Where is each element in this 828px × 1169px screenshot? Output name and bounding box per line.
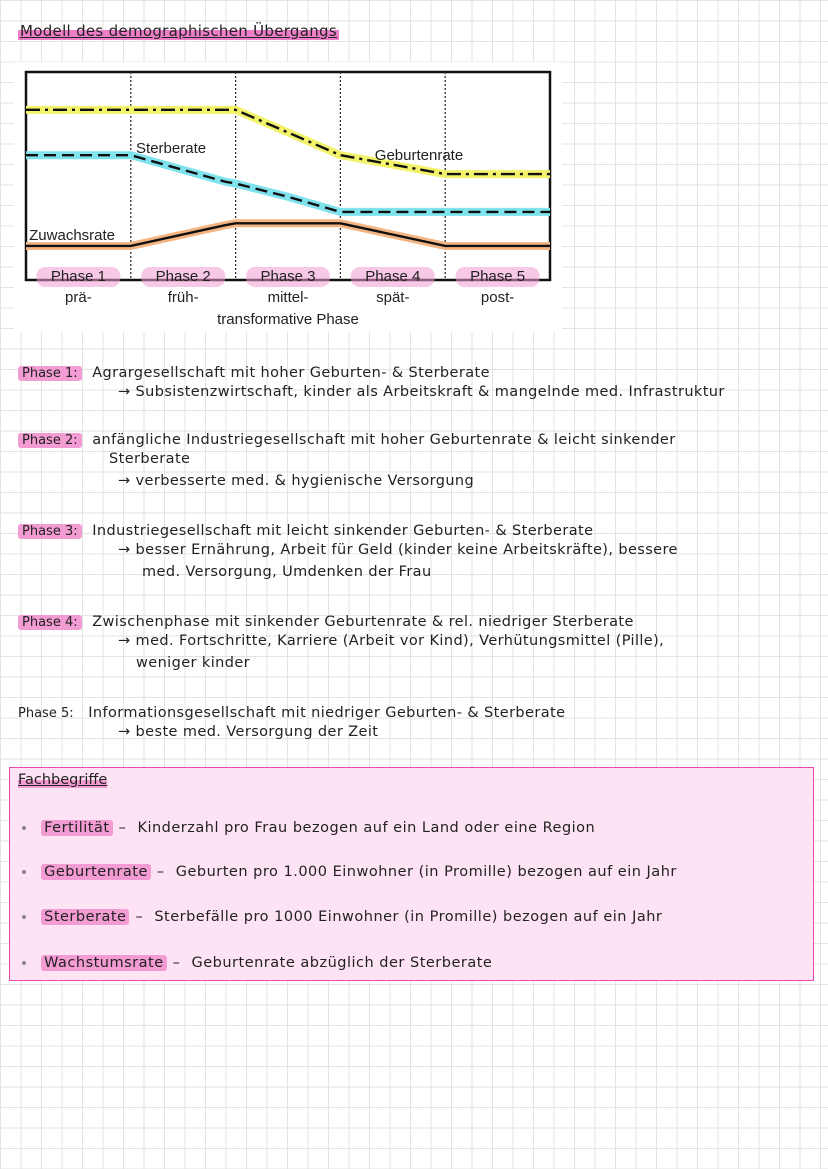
bullet-icon — [22, 826, 26, 830]
term-sterberate: Sterberate — [41, 909, 129, 925]
term-wachstumsrate: Wachstumsrate — [41, 955, 167, 971]
phase-tick-label: Phase 4 — [365, 267, 421, 285]
phase-3-description: Industriegesellschaft mit leicht sinkender Geburten- & Sterberate — [92, 523, 594, 539]
phase-sublabel: spät- — [376, 289, 410, 306]
glossary-box — [9, 767, 814, 981]
term-definition: Sterbefälle pro 1000 Einwohner (in Promille) bezogen auf ein Jahr — [154, 909, 663, 925]
bullet-icon — [22, 961, 26, 965]
phase-4-notes — [18, 614, 818, 674]
phase-2-label: Phase 2: — [18, 433, 82, 448]
bullet-icon — [22, 915, 26, 919]
term-fertilitaet: Fertilität — [41, 820, 112, 836]
phase-2-detail: → verbesserte med. & hygienische Versorgung — [118, 473, 475, 489]
phase-sublabel: mittel- — [267, 289, 309, 306]
phase-1-description: Agrargesellschaft mit hoher Geburten- & Sterberate — [92, 365, 490, 381]
phase-sublabel: post- — [480, 289, 515, 306]
x-axis-label: transformative Phase — [217, 311, 359, 328]
phase-sublabel: prä- — [65, 289, 92, 306]
phase-tick-label: Phase 3 — [260, 267, 316, 285]
page-title: Modell des demographischen Übergangs — [20, 22, 337, 40]
glossary-item: Fertilität – Kinderzahl pro Frau bezogen auf ein Land oder eine Region — [22, 820, 812, 836]
demographic-transition-chart — [14, 62, 562, 332]
phase-3-notes — [18, 523, 818, 583]
phase-5-description: Informationsgesellschaft mit niedriger Geburten- & Sterberate — [88, 705, 566, 721]
phase-3-detail: → besser Ernährung, Arbeit für Geld (kinder keine Arbeitskräfte), bessere — [118, 542, 678, 558]
phase-4-detail: → med. Fortschritte, Karriere (Arbeit vor Kind), Verhütungsmittel (Pille), — [118, 633, 665, 649]
phase-tick-label: Phase 5 — [470, 267, 526, 285]
term-definition: Kinderzahl pro Frau bezogen auf ein Land oder eine Region — [137, 820, 596, 836]
term-definition: Geburten pro 1.000 Einwohner (in Promille) bezogen auf ein Jahr — [175, 864, 677, 880]
phase-1-detail: → Subsistenzwirtschaft, kinder als Arbeitskraft & mangelnde med. Infrastruktur — [118, 384, 725, 400]
phase-4-label: Phase 4: — [18, 615, 82, 630]
phase-5-label: Phase 5: — [18, 706, 74, 721]
phase-2-description: anfängliche Industriegesellschaft mit hoher Geburtenrate & leicht sinkender — [92, 432, 676, 448]
glossary-item: Wachstumsrate – Geburtenrate abzüglich der Sterberate — [22, 955, 812, 971]
series-label: Sterberate — [136, 140, 207, 158]
phase-3-detail-cont: med. Versorgung, Umdenken der Frau — [142, 564, 432, 580]
series-label: Geburtenrate — [374, 147, 464, 165]
phase-tick-label: Phase 2 — [155, 267, 211, 285]
phase-5-detail: → beste med. Versorgung der Zeit — [118, 724, 379, 740]
term-definition: Geburtenrate abzüglich der Sterberate — [191, 955, 493, 971]
phase-4-description: Zwischenphase mit sinkender Geburtenrate & rel. niedriger Sterberate — [92, 614, 634, 630]
phase-1-notes — [18, 365, 818, 403]
glossary-item: Sterberate – Sterbefälle pro 1000 Einwohner (in Promille) bezogen auf ein Jahr — [22, 909, 812, 925]
glossary-heading: Fachbegriffe — [18, 772, 108, 788]
glossary-item: Geburtenrate – Geburten pro 1.000 Einwohner (in Promille) bezogen auf ein Jahr — [22, 864, 812, 880]
phase-3-label: Phase 3: — [18, 524, 82, 539]
phase-1-label: Phase 1: — [18, 366, 82, 381]
phase-5-notes — [18, 705, 818, 743]
phase-4-detail-cont: weniger kinder — [136, 655, 250, 671]
series-label: Zuwachsrate — [29, 226, 116, 244]
phase-sublabel: früh- — [167, 289, 199, 306]
bullet-icon — [22, 870, 26, 874]
term-geburtenrate: Geburtenrate — [41, 864, 151, 880]
phase-tick-label: Phase 1 — [50, 267, 106, 285]
phase-2-notes — [18, 432, 818, 492]
phase-2-description-cont: Sterberate — [109, 451, 191, 467]
